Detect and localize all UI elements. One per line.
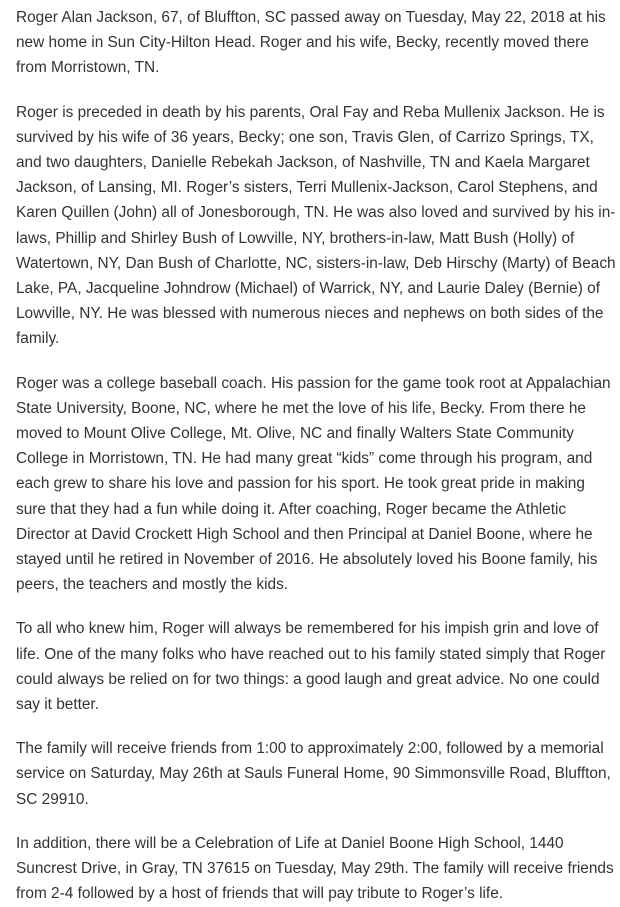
paragraph-memorial-service: The family will receive friends from 1:00 to approximately 2:00, followed by a memorial service on Saturday, May 26th at Sauls Funeral Home, 90 Simmonsville Road, Bluffton, SC 29910. (16, 740, 611, 808)
paragraph-remembrance: To all who knew him, Roger will always be remembered for his impish grin and love of life. One of the many folks who have reached out to his family stated simply that Roger could always be relied on for two things: a good laugh and great advice. No one could say it better. (16, 620, 606, 714)
paragraph-career: Roger was a college baseball coach. His passion for the game took root at Appalachian State University, Boone, NC, where he met the love of his life, Becky. From there he moved to Mount Olive College, Mt. Olive, NC and finally Walters State Community College in Morristown, TN. He had many great “kids” come through his program, and each grew to share his love and passion for his sport. He took great pride in making sure that they had a fun while doing it. After coaching, Roger became the Athletic Director at David Crockett High School and then Principal at Daniel Boone, where he stayed until he retired in November of 2016. He absolutely loved his Boone family, his peers, the teachers and mostly the kids. (16, 374, 611, 594)
paragraph-celebration-of-life: In addition, there will be a Celebration of Life at Daniel Boone High School, 1440 Suncrest Drive, in Gray, TN 37615 on Tuesday, May 29th. The family will receive friends from 2-4 followed by a host of friends that will pay tribute to Roger’s life. (16, 834, 614, 903)
paragraph-family: Roger is preceded in death by his parents, Oral Fay and Reba Mullenix Jackson. He is survived by his wife of 36 years, Becky; one son, Travis Glen, of Carrizo Springs, TX, and two daughters, Danielle Rebekah Jackson, of Nashville, TN and Kaela Margaret Jackson, of Lansing, MI. Roger’s sisters, Terri Mullenix-Jackson, Carol Stephens, and Karen Quillen (John) all of Jonesborough, TN. He was also loved and survived by his in-laws, Phillip and Shirley Bush of Lowville, NY, brothers-in-law, Matt Bush (Holly) of Watertown, NY, Dan Bush of Charlotte, NC, sisters-in-law, Deb Hirschy (Marty) of Beach Lake, PA, Jacqueline Johndrow (Michael) of Warrick, NY, and Laurie Daley (Bernie) of Lowville, NY. He was blessed with numerous nieces and nephews on both sides of the family. (16, 103, 616, 348)
paragraph-death-notice: Roger Alan Jackson, 67, of Bluffton, SC passed away on Tuesday, May 22, 2018 at his new home in Sun City-Hilton Head. Roger and his wife, Becky, recently moved there from Morristown, TN. (16, 9, 606, 77)
